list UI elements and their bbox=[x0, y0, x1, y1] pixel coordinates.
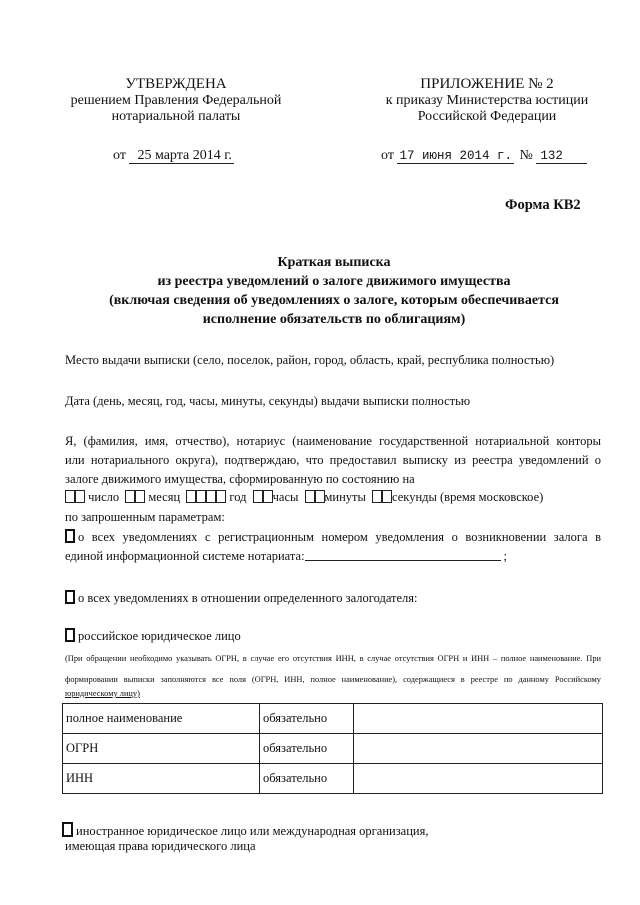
table-row bbox=[63, 734, 603, 764]
paragraph-line3: залоге движимого имущества, сформированную по состоянию на bbox=[65, 472, 415, 486]
note-line3: юридическому лицу) bbox=[65, 689, 140, 698]
day-digit-box[interactable] bbox=[75, 490, 85, 503]
minutes-digit-box[interactable] bbox=[315, 490, 325, 503]
option-pledgor bbox=[65, 590, 418, 606]
seconds-label: секунды (время московское) bbox=[392, 490, 544, 504]
appendix-num-prefix: № bbox=[519, 148, 533, 163]
russian-entity-text: российское юридическое лицо bbox=[78, 629, 241, 643]
appendix-block bbox=[368, 76, 606, 125]
year-digit-box[interactable] bbox=[216, 490, 226, 503]
paragraph-line2: или нотариального округа), подтверждаю, что предоставил выписку из реестра уведомлений о bbox=[65, 453, 601, 467]
minutes-label: минуты bbox=[324, 490, 366, 504]
datetime-boxes-row bbox=[65, 490, 543, 505]
foreign-entity bbox=[62, 822, 428, 839]
document-title bbox=[60, 253, 608, 329]
seconds-digit-box[interactable] bbox=[382, 490, 392, 503]
ogrn-value-field[interactable] bbox=[354, 734, 603, 764]
minutes-digit-box[interactable] bbox=[305, 490, 315, 503]
approval-line1: решением Правления Федеральной bbox=[70, 93, 282, 108]
table-field-cell: ИНН bbox=[63, 764, 260, 794]
appendix-line1: к приказу Министерства юстиции bbox=[385, 93, 589, 108]
table-status-cell: обязательно bbox=[260, 764, 354, 794]
option-pledgor-checkbox[interactable] bbox=[65, 590, 75, 604]
hours-label: часы bbox=[272, 490, 299, 504]
year-digit-box[interactable] bbox=[196, 490, 206, 503]
year-digit-box[interactable] bbox=[186, 490, 196, 503]
note-line1: (При обращении необходимо указывать ОГРН, в случае его отсутствия ИНН, в случае отсутствия ОГРН и ИНН – полное наименование. При bbox=[65, 654, 601, 663]
appendix-date: 17 июня 2014 г. bbox=[399, 149, 512, 163]
place-of-issue-text: Место выдачи выписки (село, поселок, район, город, область, край, республика полностью) bbox=[65, 353, 555, 367]
option-registration-line1 bbox=[65, 529, 601, 545]
entity-table bbox=[62, 703, 603, 794]
approval-line2: нотариальной палаты bbox=[111, 109, 241, 124]
option-registration-checkbox[interactable] bbox=[65, 529, 75, 543]
appendix-line2: Российской Федерации bbox=[417, 109, 557, 124]
foreign-entity-line2: имеющая права юридического лица bbox=[65, 839, 256, 853]
russian-entity-checkbox[interactable] bbox=[65, 628, 75, 642]
foreign-entity-line1: иностранное юридическое лицо или международная организация, bbox=[76, 824, 429, 838]
hours-digit-box[interactable] bbox=[253, 490, 263, 503]
title-line3: (включая сведения об уведомлениях о залоге, которым обеспечивается bbox=[109, 293, 559, 308]
table-status-cell: обязательно bbox=[260, 704, 354, 734]
table-row bbox=[63, 704, 603, 734]
params-label: по запрошенным параметрам: bbox=[65, 510, 225, 524]
issue-date-text: Дата (день, месяц, год, часы, минуты, секунды) выдачи выписки полностью bbox=[65, 394, 471, 408]
table-row bbox=[63, 764, 603, 794]
note-line2: формировании выписки заполняются все поля (ОГРН, ИНН, полное наименование), содержащиеся в реестре по данному Российскому bbox=[65, 675, 601, 684]
full-name-value-field[interactable] bbox=[354, 704, 603, 734]
month-digit-box[interactable] bbox=[125, 490, 135, 503]
day-digit-box[interactable] bbox=[65, 490, 75, 503]
appendix-date-line bbox=[381, 148, 587, 164]
option-registration-line2 bbox=[65, 548, 507, 564]
paragraph-line1: Я, (фамилия, имя, отчество), нотариус (наименование государственной нотариальной конторы bbox=[65, 434, 601, 448]
table-field-cell: ОГРН bbox=[63, 734, 260, 764]
appendix-date-prefix: от bbox=[381, 148, 394, 163]
option-registration-end: ; bbox=[503, 549, 508, 563]
seconds-digit-box[interactable] bbox=[372, 490, 382, 503]
approval-date-prefix: от bbox=[113, 148, 126, 163]
month-digit-box[interactable] bbox=[135, 490, 145, 503]
russian-entity bbox=[65, 628, 241, 644]
approval-title: УТВЕРЖДЕНА bbox=[125, 76, 227, 92]
registration-number-field[interactable] bbox=[305, 548, 501, 561]
hours-digit-box[interactable] bbox=[263, 490, 273, 503]
approval-date-line bbox=[113, 148, 234, 164]
inn-value-field[interactable] bbox=[354, 764, 603, 794]
approval-block bbox=[60, 76, 292, 125]
day-label: число bbox=[88, 490, 120, 504]
year-digit-box[interactable] bbox=[206, 490, 216, 503]
appendix-title: ПРИЛОЖЕНИЕ № 2 bbox=[420, 76, 554, 92]
table-status-cell: обязательно bbox=[260, 734, 354, 764]
option-registration-text: о всех уведомлениях с регистрационным номером уведомления о возникновении залога в bbox=[78, 530, 601, 544]
year-label: год bbox=[229, 490, 247, 504]
form-label: Форма КВ2 bbox=[505, 197, 581, 213]
table-field-cell: полное наименование bbox=[63, 704, 260, 734]
note-block bbox=[65, 648, 601, 699]
approval-date: 25 марта 2014 г. bbox=[129, 149, 233, 164]
title-line1: Краткая выписка bbox=[277, 255, 391, 270]
title-line2: из реестра уведомлений о залоге движимого имущества bbox=[157, 274, 511, 289]
option-pledgor-text: о всех уведомлениях в отношении определенного залогодателя: bbox=[78, 591, 418, 605]
title-line4: исполнение обязательств по облигациям) bbox=[202, 312, 466, 327]
foreign-entity-checkbox[interactable] bbox=[62, 822, 73, 837]
month-label: месяц bbox=[148, 490, 181, 504]
appendix-number: 132 bbox=[536, 149, 587, 164]
option-registration-label2: единой информационной системе нотариата: bbox=[65, 549, 305, 563]
